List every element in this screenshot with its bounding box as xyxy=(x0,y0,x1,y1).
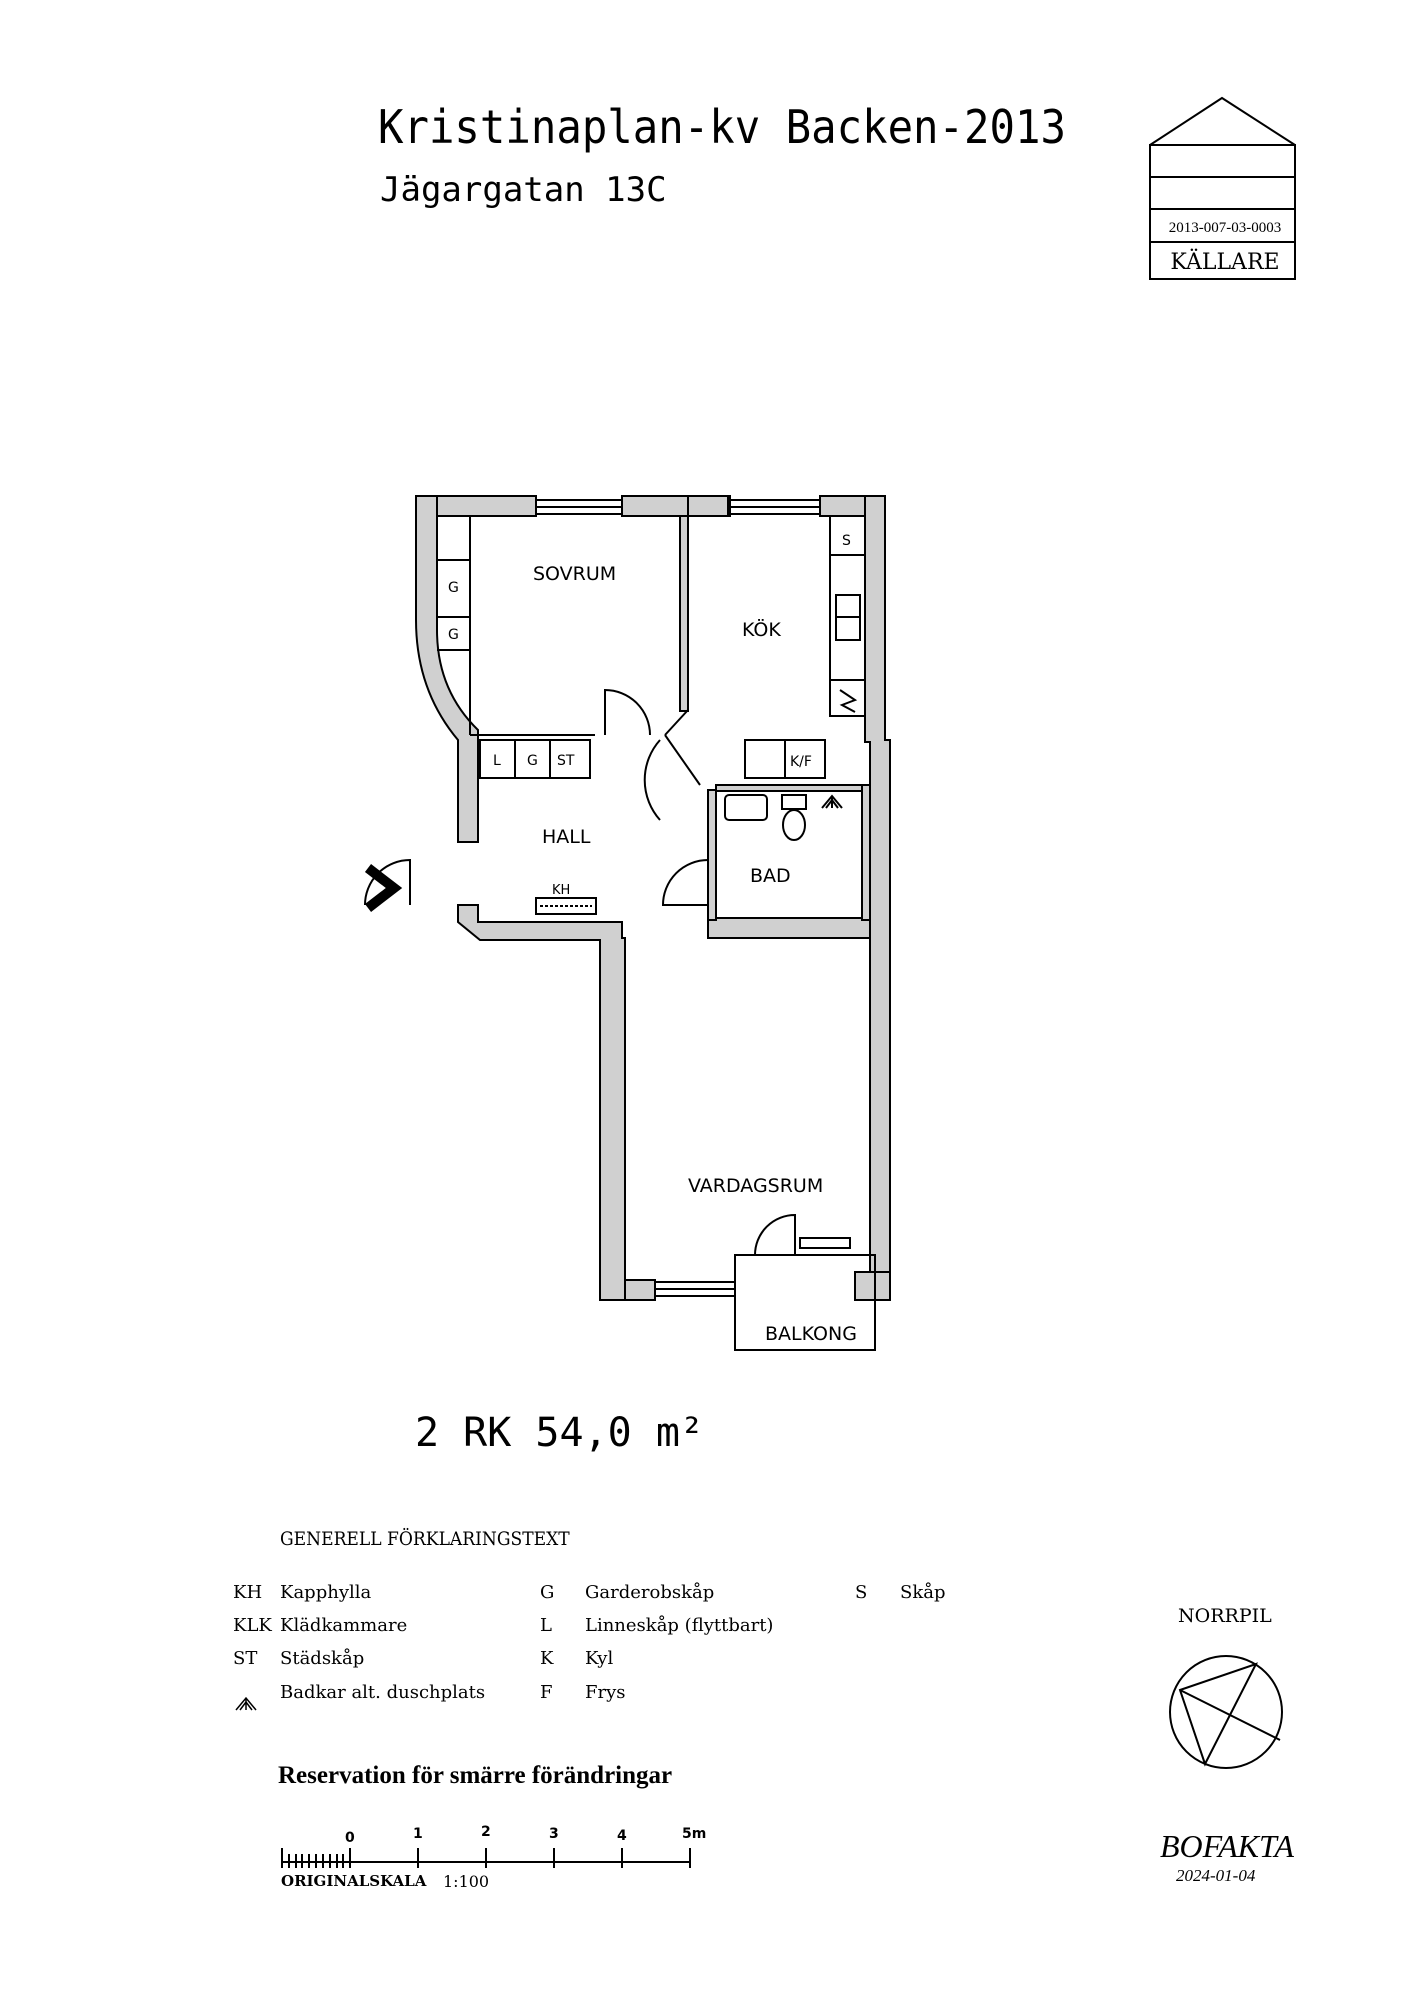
fixture-label-kh: KH xyxy=(552,883,571,898)
legend-label: Linneskåp (flyttbart) xyxy=(585,1615,774,1636)
scale-bar xyxy=(282,1848,690,1868)
fixture-label-g: G xyxy=(527,753,538,769)
room-label-vardagsrum: VARDAGSRUM xyxy=(688,1175,824,1197)
legend-label: Badkar alt. duschplats xyxy=(280,1682,486,1703)
legend-heading: GENERELL FÖRKLARINGSTEXT xyxy=(280,1528,570,1550)
legend-abbr: K xyxy=(540,1648,554,1669)
room-label-kok: KÖK xyxy=(742,619,781,641)
stamp-floor: KÄLLARE xyxy=(1170,250,1280,275)
scale-ratio: 1:100 xyxy=(443,1872,490,1891)
brand-date: 2024-01-04 xyxy=(1176,1866,1256,1885)
plan-title: Kristinaplan-kv Backen-2013 xyxy=(378,100,1066,154)
scale-tick-label: 5m xyxy=(682,1826,707,1842)
fixture-label-kf: K/F xyxy=(790,754,812,770)
fixture-label-g: G xyxy=(448,627,459,643)
legend-abbr: F xyxy=(540,1682,553,1703)
entrance-arrow-icon xyxy=(368,868,394,908)
reservation-note: Reservation för smärre förändringar xyxy=(278,1762,673,1789)
scale-tick-label: 0 xyxy=(345,1830,355,1846)
bath-symbol-icon xyxy=(236,1698,256,1710)
legend-label: Kapphylla xyxy=(280,1582,372,1603)
brand-name: BOFAKTA xyxy=(1160,1828,1294,1864)
fixture-label-s: S xyxy=(842,533,851,549)
fixture-label-g: G xyxy=(448,580,459,596)
legend-abbr: KH xyxy=(233,1582,263,1603)
legend-label: Skåp xyxy=(900,1582,946,1603)
fixture-label-st: ST xyxy=(557,753,575,769)
room-label-hall: HALL xyxy=(542,826,591,848)
legend-abbr: L xyxy=(540,1615,552,1636)
legend-label: Städskåp xyxy=(280,1648,365,1669)
north-arrow-icon xyxy=(1170,1656,1282,1768)
scale-tick-label: 2 xyxy=(481,1824,491,1840)
legend-abbr: KLK xyxy=(233,1615,272,1636)
room-label-balkong: BALKONG xyxy=(765,1323,857,1345)
legend-label: Klädkammare xyxy=(280,1615,408,1636)
room-label-bad: BAD xyxy=(750,865,791,887)
north-label: NORRPIL xyxy=(1178,1605,1272,1627)
plan-address: Jägargatan 13C xyxy=(380,170,667,210)
scale-tick-label: 3 xyxy=(549,1826,559,1842)
legend-abbr: S xyxy=(855,1582,868,1603)
apartment-summary: 2 RK 54,0 m² xyxy=(415,1410,704,1456)
room-label-sovrum: SOVRUM xyxy=(533,563,617,585)
legend-label: Frys xyxy=(585,1682,626,1703)
legend-label: Kyl xyxy=(585,1648,614,1669)
stamp-id: 2013-007-03-0003 xyxy=(1168,220,1282,236)
legend-abbr: G xyxy=(540,1582,555,1603)
legend-abbr: ST xyxy=(233,1648,258,1669)
scale-label: ORIGINALSKALA xyxy=(281,1872,427,1890)
scale-tick-label: 1 xyxy=(413,1826,423,1842)
fixture-label-l: L xyxy=(493,753,501,769)
scale-ticks xyxy=(345,1824,706,1846)
legend-label: Garderobskåp xyxy=(585,1582,715,1603)
doors xyxy=(365,690,795,1255)
scale-tick-label: 4 xyxy=(617,1828,627,1844)
